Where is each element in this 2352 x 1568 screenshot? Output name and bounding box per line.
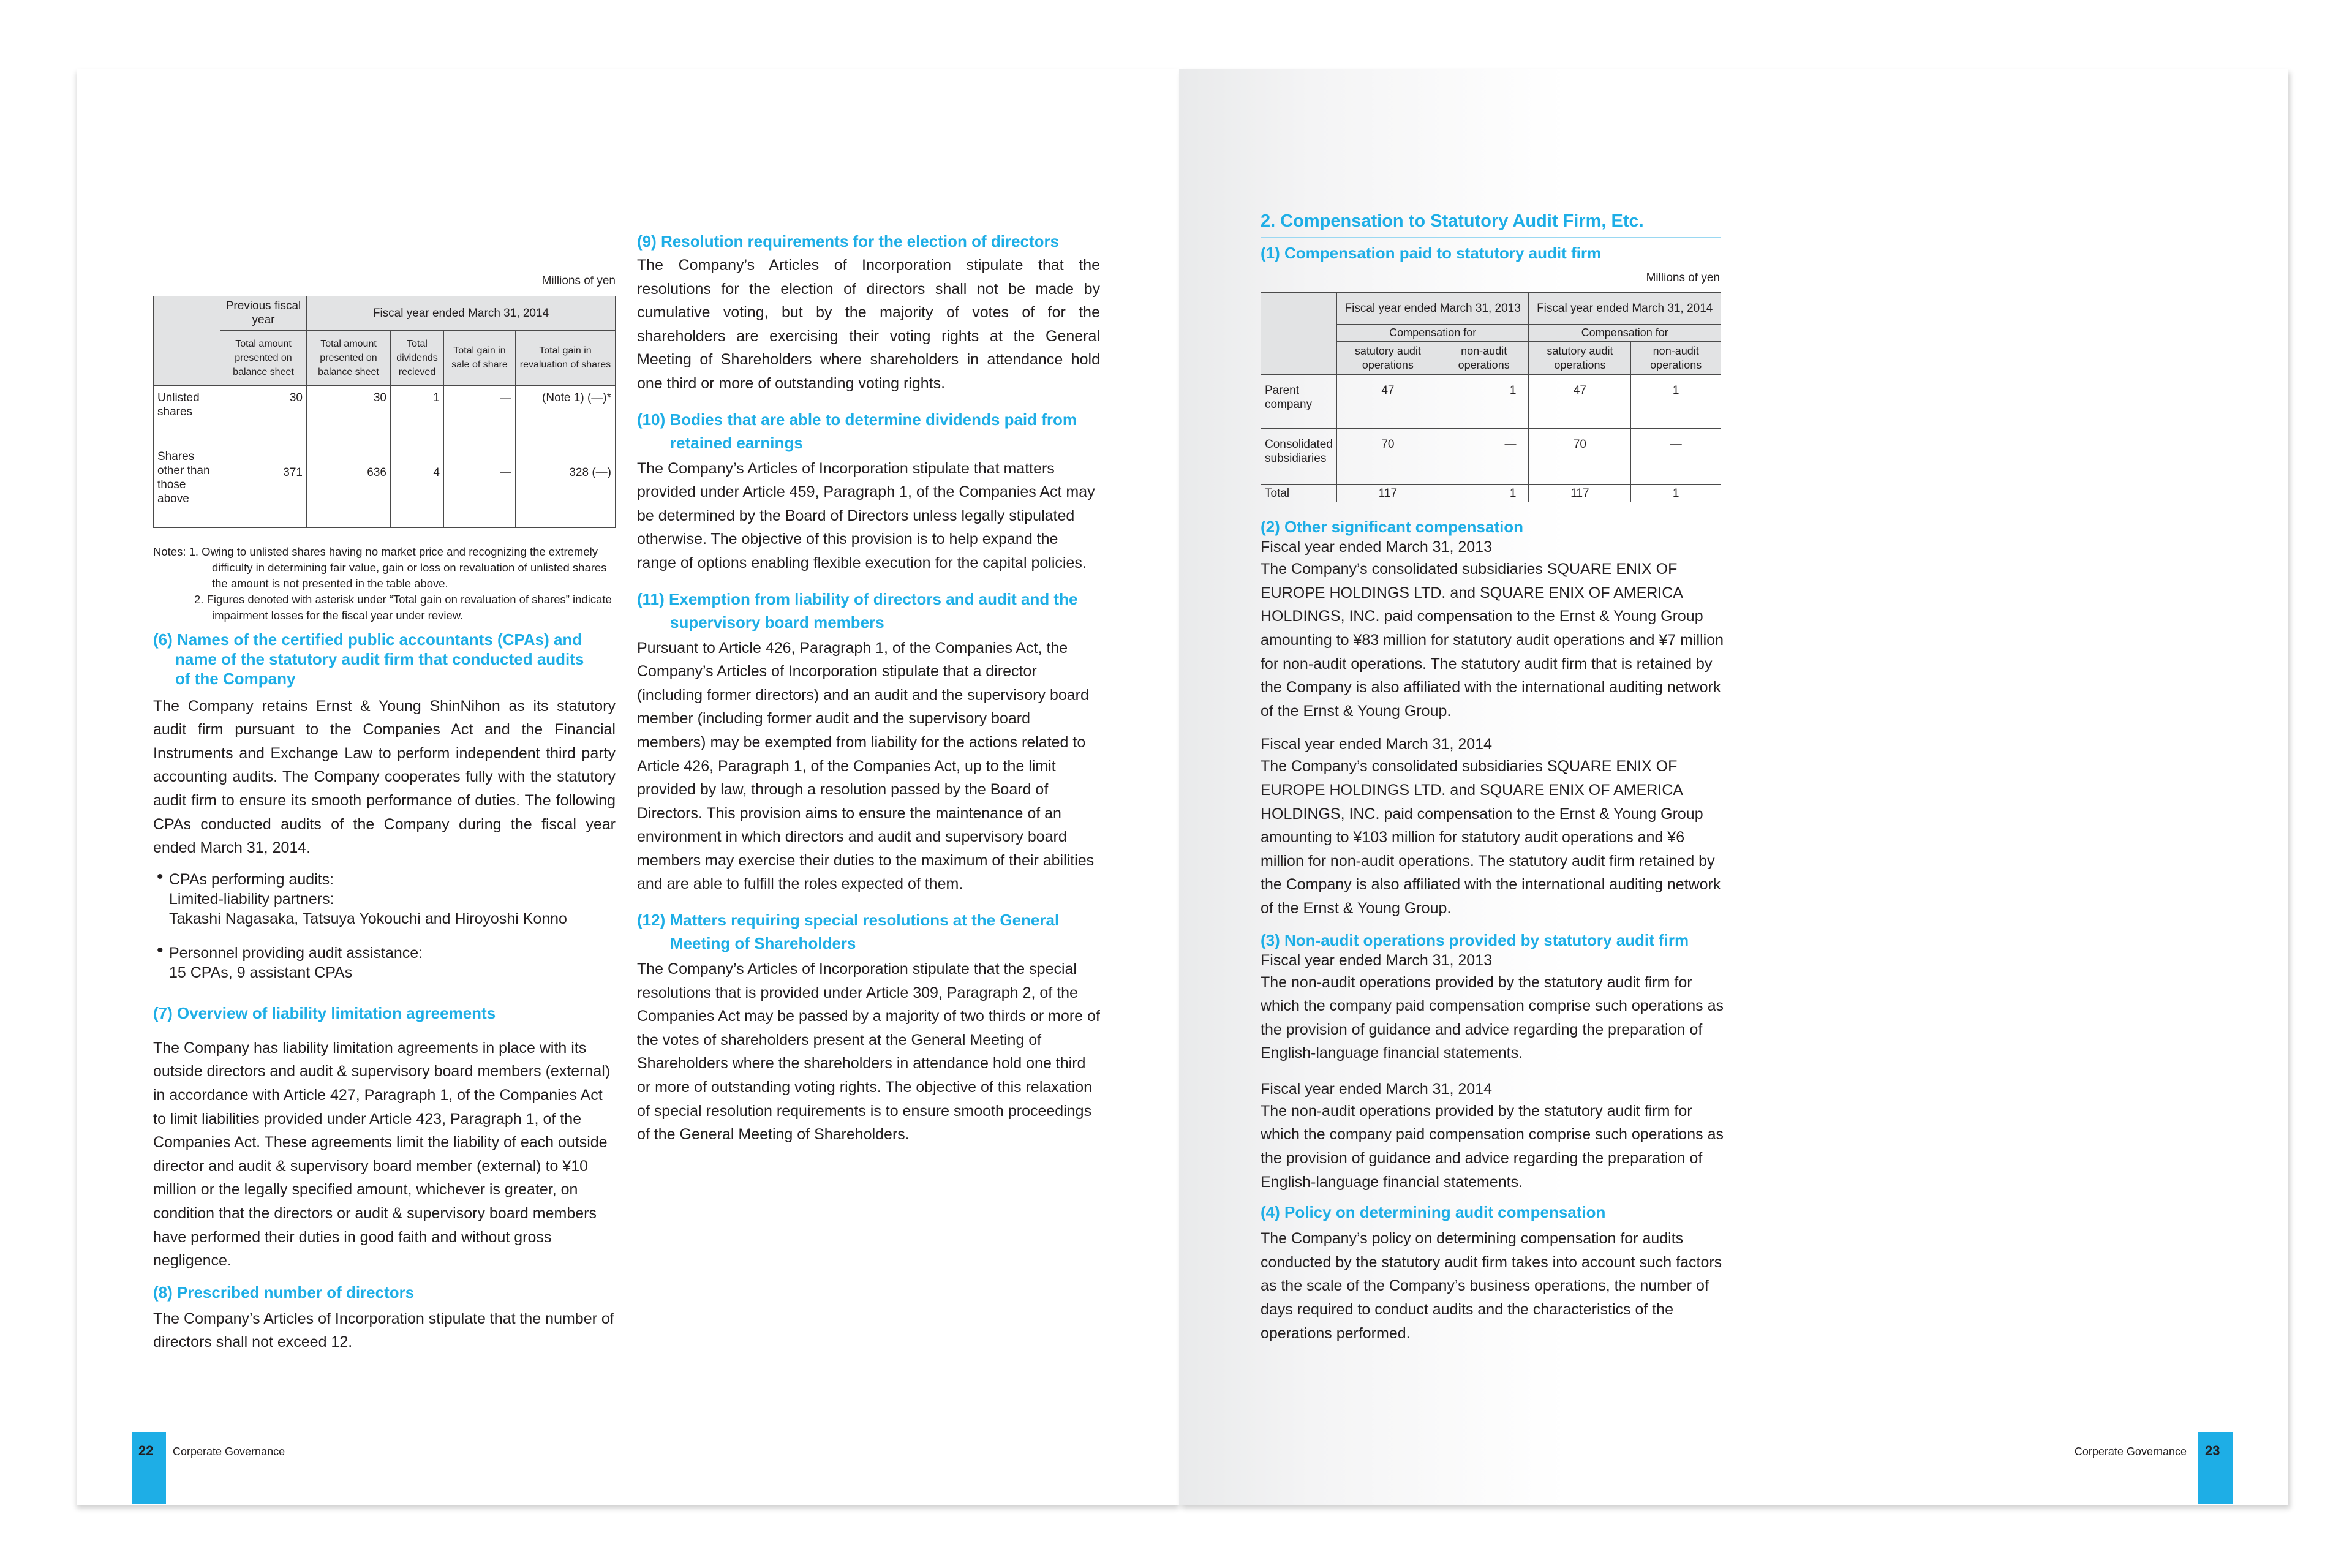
- section-10-body: The Company’s Articles of Incorporation stipulate that matters provided under Article 459, Paragraph 1, of the Companies Act may be determined by the Board of Directors unless legally stipulated otherwise. The objective of this provision is to help expand the range of options enabling flexible execution for the capital policies.: [637, 459, 1095, 571]
- right-section-4-heading: (4) Policy on determining audit compensation: [1261, 1203, 1606, 1222]
- comp-subheader: satutory audit operations: [1529, 342, 1631, 375]
- table-notes: [153, 544, 616, 624]
- s4-body: The Company’s policy on determining compensation for audits conducted by the statutory audit firm takes into account such factors as the scale of the Company’s business operations, the number of days required to conduct audits and the characteristics of the operations performed.: [1261, 1230, 1722, 1342]
- table-row: [154, 385, 616, 442]
- comp-for-2013: Compensation for: [1336, 325, 1529, 342]
- subheader-cell: Total amount presented on balance sheet: [307, 330, 391, 385]
- s3-body-2013: The non-audit operations provided by the statutory audit firm for which the company paid compensation comprise such operations as the provision of guidance and advice regarding the preparation of English-language financial statements.: [1261, 973, 1724, 1062]
- table-row: [1261, 485, 1721, 502]
- row-label: Shares other than those above: [154, 442, 221, 527]
- table-unit: Millions of yen: [541, 274, 616, 287]
- left-page-number: 22: [138, 1443, 154, 1458]
- bullet-line: 15 CPAs, 9 assistant CPAs: [169, 963, 353, 981]
- table-cell: 371: [221, 442, 307, 527]
- s2-subheading-2013: Fiscal year ended March 31, 2013: [1261, 538, 1492, 556]
- section-12-body: The Company’s Articles of Incorporation stipulate that the special resolutions that is provided under Article 309, Paragraph 2, of the Companies Act may be passed by a majority of two thirds or more of the votes of shareholders present at the General Meeting of Shareholders where the shareholders in attendance hold one third or more of outstanding voting rights. The objective of this relaxation of special resolution requirements is to ensure smooth proceedings of the General Meeting of Shareholders.: [637, 960, 1100, 1144]
- header-fiscal-year: Fiscal year ended March 31, 2014: [307, 296, 616, 330]
- section-11-heading: [637, 587, 1100, 634]
- table-corner-cell: [154, 296, 221, 385]
- section-7-body: The Company has liability limitation agreements in place with its outside directors and audit & supervisory board members (external) in accordance with Article 427, Paragraph 1, of the Companies Act to limit liabilities provided under Article 423, Paragraph 1, of the Companies Act. These agreements limit the liability of each outside director and audit & supervisory board member (external) to ¥10 million or the legally specified amount, whichever is greater, on condition that the directors or audit & supervisory board members have performed their duties in good faith and without gross negligence.: [153, 1039, 611, 1270]
- right-section-3-heading: (3) Non-audit operations provided by statutory audit firm: [1261, 930, 1689, 949]
- table-cell: 4: [391, 442, 444, 527]
- section-7-heading: (7) Overview of liability limitation agreements: [153, 1003, 496, 1022]
- right-section-1-heading: (1) Compensation paid to statutory audit firm: [1261, 243, 1602, 262]
- table-cell: 1: [1631, 485, 1721, 502]
- heading-line: (6) Names of the certified public accountants (CPAs) and: [153, 630, 582, 649]
- section-6-heading: [153, 630, 616, 688]
- main-heading: 2. Compensation to Statutory Audit Firm, Etc.: [1261, 211, 1644, 231]
- heading-line: (11) Exemption from liability of directors and audit and the: [637, 589, 1078, 608]
- table-cell: —: [444, 385, 516, 442]
- table-cell: 47: [1336, 375, 1439, 429]
- row-label: Total: [1261, 485, 1337, 502]
- right-table-unit: Millions of yen: [1646, 271, 1720, 284]
- table-header-row: [154, 296, 616, 330]
- heading-line: Meeting of Shareholders: [670, 934, 856, 953]
- note-2: 2. Figures denoted with asterisk under “Total gain on revaluation of shares” indicate impairment losses for the fiscal year under review.: [194, 592, 612, 622]
- heading-line: name of the statutory audit firm that conducted audits: [175, 649, 584, 668]
- header-fy2013: Fiscal year ended March 31, 2013: [1336, 293, 1529, 325]
- table-row: [154, 442, 616, 527]
- section-11-body: Pursuant to Article 426, Paragraph 1, of the Companies Act, the Company’s Articles of Incorporation stipulate that a director (including former directors) and an audit and the supervisory board member (including former audit and the supervisory board members) may be exempted from liability for the actions related to Article 426, Paragraph 1, of the Companies Act, up to the limit provided by law, through a resolution passed by the Board of Directors. This provision aims to ensure the maintenance of an environment in which directors and audit and supervisory board members may exercise their duties to the maximum of their abilities and are able to fulfill the roles expected of them.: [637, 639, 1095, 893]
- table-cell: 1: [1631, 375, 1721, 429]
- right-column: [1261, 209, 1726, 1345]
- comp-corner-cell: [1261, 293, 1337, 375]
- audit-bullets: [153, 870, 616, 982]
- left-footer-label: Corperate Governance: [173, 1446, 285, 1458]
- bullet-line: Limited-liability partners:: [169, 890, 334, 908]
- table-row: [1261, 429, 1721, 485]
- table-cell: 1: [391, 385, 444, 442]
- table-cell: 328 (—): [516, 442, 616, 527]
- row-label: Unlisted shares: [154, 385, 221, 442]
- heading-rule: [1261, 237, 1721, 238]
- table-cell: 30: [307, 385, 391, 442]
- right-footer-label: Corperate Governance: [2074, 1446, 2187, 1458]
- table-cell: 70: [1336, 429, 1439, 485]
- comp-subheader: non-audit operations: [1439, 342, 1529, 375]
- bullet-personnel: [153, 943, 616, 982]
- right-section-2-heading: (2) Other significant compensation: [1261, 518, 1524, 537]
- table-cell: (Note 1) (—)*: [516, 385, 616, 442]
- section-8-body: The Company’s Articles of Incorporation stipulate that the number of directors shall not exceed 12.: [153, 1310, 614, 1351]
- table-cell: 636: [307, 442, 391, 527]
- s2-body-2013: The Company’s consolidated subsidiaries SQUARE ENIX OF EUROPE HOLDINGS LTD. and SQUARE ENIX OF AMERICA HOLDINGS, INC. paid compensation to the Ernst & Young Group amounting to ¥83 million for statutory audit operations and ¥7 million for non-audit operations. The statutory audit firm that is retained by the Company is also affiliated with the international auditing network of the Ernst & Young Group.: [1261, 560, 1724, 720]
- bullet-line: • Personnel providing audit assistance:: [169, 944, 423, 962]
- section-10-heading: [637, 408, 1100, 454]
- heading-line: (10) Bodies that are able to determine dividends paid from: [637, 410, 1077, 429]
- s3-subheading-2014: Fiscal year ended March 31, 2014: [1261, 1080, 1492, 1098]
- bullet-line: • CPAs performing audits:: [169, 870, 334, 888]
- header-fy2014: Fiscal year ended March 31, 2014: [1529, 293, 1721, 325]
- table-cell: —: [1631, 429, 1721, 485]
- comp-subheader: satutory audit operations: [1336, 342, 1439, 375]
- heading-line: retained earnings: [670, 433, 803, 452]
- comp-for-2014: Compensation for: [1529, 325, 1721, 342]
- subheader-cell: Total gain in revaluation of shares: [516, 330, 616, 385]
- s2-body-2014: The Company’s consolidated subsidiaries SQUARE ENIX OF EUROPE HOLDINGS LTD. and SQUARE ENIX OF AMERICA HOLDINGS, INC. paid compensation to the Ernst & Young Group amounting to ¥103 million for statutory audit operations and ¥6 million for non-audit operations. The statutory audit firm retained by the Company is also affiliated with the international auditing network of the Ernst & Young Group.: [1261, 758, 1721, 917]
- middle-column: [637, 232, 1100, 1147]
- table-cell: —: [444, 442, 516, 527]
- bullet-cpas: [153, 870, 616, 929]
- comp-header-row: [1261, 293, 1721, 325]
- s2-subheading-2014: Fiscal year ended March 31, 2014: [1261, 736, 1492, 753]
- heading-line: of the Company: [175, 669, 296, 688]
- row-label: Parent company: [1261, 375, 1337, 429]
- securities-table: [153, 296, 616, 528]
- table-subheader-row: [154, 330, 616, 385]
- table-cell: 1: [1439, 485, 1529, 502]
- left-column: [153, 270, 616, 1354]
- note-1: Notes: 1. Owing to unlisted shares having no market price and recognizing the extremely difficulty in determining fair value, gain or loss on revaluation of unlisted shares the amount is not presented in the table above.: [153, 545, 607, 590]
- section-8-heading: (8) Prescribed number of directors: [153, 1283, 415, 1302]
- bullet-line: Takashi Nagasaka, Tatsuya Yokouchi and Hiroyoshi Konno: [169, 910, 567, 927]
- table-cell: 117: [1529, 485, 1631, 502]
- section-6-body: The Company retains Ernst & Young ShinNihon as its statutory audit firm pursuant to the Companies Act and the Financial Instruments and Exchange Law to perform independent third party accounting audits. The Company cooperates fully with the statutory audit firm to ensure its smooth performance of duties. The following CPAs conducted audits of the Company during the fiscal year ended March 31, 2014.: [153, 697, 616, 857]
- table-cell: 1: [1439, 375, 1529, 429]
- table-cell: —: [1439, 429, 1529, 485]
- section-12-heading: [637, 908, 1100, 955]
- comp-subheader: non-audit operations: [1631, 342, 1721, 375]
- subheader-cell: Total gain in sale of share: [444, 330, 516, 385]
- right-page-number: 23: [2205, 1443, 2220, 1458]
- section-9-heading: (9) Resolution requirements for the election of directors: [637, 232, 1060, 251]
- table-cell: 30: [221, 385, 307, 442]
- heading-line: (12) Matters requiring special resolutions at the General: [637, 911, 1060, 930]
- row-label: Consolidated subsidiaries: [1261, 429, 1337, 485]
- header-prev-fiscal: Previous fiscal year: [221, 296, 307, 330]
- table-cell: 70: [1529, 429, 1631, 485]
- heading-line: supervisory board members: [670, 612, 884, 631]
- table-cell: 117: [1336, 485, 1439, 502]
- subheader-cell: Total dividends recieved: [391, 330, 444, 385]
- s3-subheading-2013: Fiscal year ended March 31, 2013: [1261, 951, 1492, 969]
- compensation-table: [1261, 292, 1721, 502]
- section-9-body: The Company’s Articles of Incorporation stipulate that the resolutions for the election of directors shall not be made by cumulative voting, but by the majority of votes of for the shareholders are exercising their voting rights at the General Meeting of Shareholders where shareholders in attendance hold one third or more of outstanding voting rights.: [637, 257, 1100, 392]
- s3-body-2014: The non-audit operations provided by the statutory audit firm for which the company paid compensation comprise such operations as the provision of guidance and advice regarding the preparation of English-language financial statements.: [1261, 1102, 1724, 1191]
- subheader-cell: Total amount presented on balance sheet: [221, 330, 307, 385]
- table-cell: 47: [1529, 375, 1631, 429]
- table-row: [1261, 375, 1721, 429]
